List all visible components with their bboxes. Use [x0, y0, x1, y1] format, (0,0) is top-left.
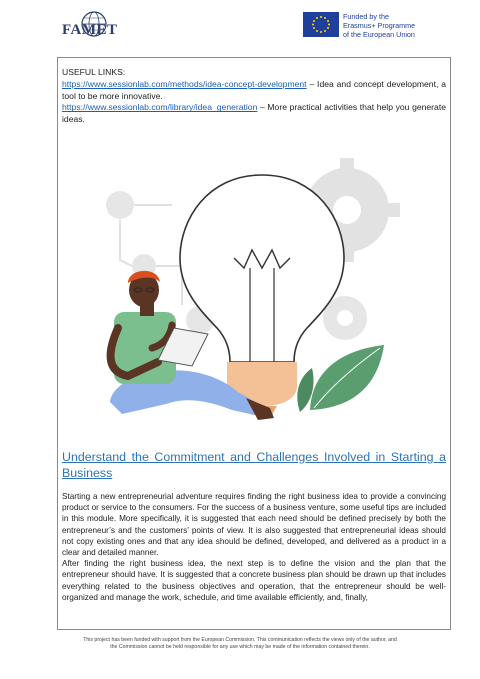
page-footer: [40, 637, 440, 651]
link-item-2: [62, 102, 446, 126]
link-idea-generation[interactable]: https://www.sessionlab.com/library/idea_generation: [62, 102, 258, 113]
section-title: Understand the Commitment and Challenges Involved in Starting a Business: [62, 450, 446, 480]
funding-line-2: Erasmus+ Programme: [343, 21, 416, 30]
eu-flag-icon: [303, 12, 339, 37]
links-heading: USEFUL LINKS:: [62, 67, 126, 77]
funding-line-1: Funded by the: [343, 12, 389, 21]
paragraph-2: After finding the right business idea, the next step is to define the vision and the plan that the entrepreneur should have. It is suggested that a concrete business plan should be drawn up that includes everything related to the business objectives and operation, that the entrepreneur should be well-organized and manage the work, schedule, and time available efficiently, and, finally,: [62, 559, 446, 602]
eu-funding-badge: [303, 12, 463, 42]
funding-text: [343, 12, 415, 39]
logo-text: FAMET: [62, 22, 118, 38]
leaf-icon: [297, 345, 384, 412]
famet-logo: [62, 10, 122, 42]
lightbulb-illustration: [62, 140, 446, 440]
link-desc-2: – More practical activities that help you generate ideas.: [62, 102, 446, 125]
paragraph-1: Starting a new entrepreneurial adventure requires finding the right business idea to provide a convincing product or service to the consumers. For the success of a business venture, some useful tips are included in this module. More specifically, it is suggested that each need should be defined precisely by both the entrepreneur’s and the customers’ points of view. It is also suggested that entrepreneurial ideas should not copy existing ones and that any idea should be defined, developed, and delivered as a product in a clear and detailed manner.: [62, 492, 446, 558]
link-desc-1: – Idea and concept development, a tool to be more innovative.: [62, 78, 446, 101]
footer-line-1: This project has been funded with support from the European Commission. This communication reflects the views only of the author, and: [83, 637, 397, 643]
page-header: [0, 0, 480, 50]
link-idea-concept[interactable]: https://www.sessionlab.com/methods/idea-concept-development: [62, 78, 307, 89]
funding-line-3: of the European Union: [343, 30, 415, 39]
section-body: [62, 491, 446, 603]
footer-line-2: the Commission cannot be held responsible for any use which may be made of the information contained therein.: [110, 644, 370, 651]
link-item-1: [62, 79, 446, 103]
useful-links: [62, 67, 446, 126]
illustration: [62, 140, 446, 440]
